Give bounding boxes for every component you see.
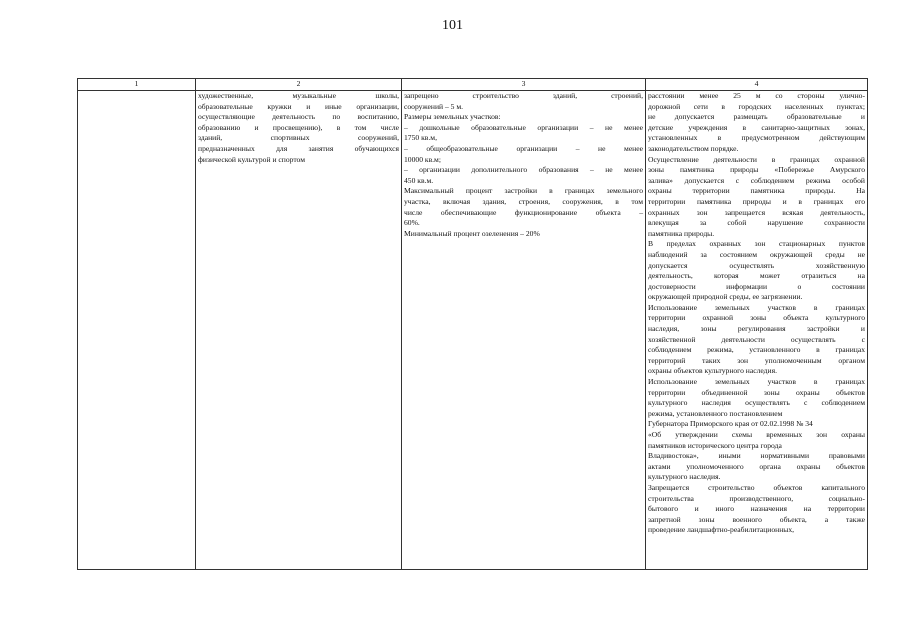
- cell-line: «Об утверждении схемы временных зон охраны: [648, 430, 865, 439]
- cell-line: – организации дополнительного образования – не менее: [404, 165, 643, 175]
- cell-line: Размеры земельных участков:: [404, 112, 501, 122]
- table-row: [78, 91, 868, 570]
- cell-line: не допускается размещать образовательные и: [648, 112, 865, 122]
- cell-line: залива» допускается с соблюдением режима особой: [648, 175, 865, 185]
- cell-line: Использование земельных участков в границах: [648, 377, 865, 387]
- cell-line: 1750 кв.м,: [404, 133, 437, 143]
- cell-line: 450 кв.м.: [404, 175, 434, 185]
- cell-line: числе обеспечивающие функционирование объекта –: [404, 207, 643, 217]
- cell-line: дорожной сети в городских населенных пунктах;: [648, 101, 865, 111]
- cell-line: расстоянии менее 25 м со стороны улично-: [648, 91, 865, 100]
- cell-line: Запрещается строительство объектов капитального: [648, 482, 865, 492]
- cell-line: памятников исторического центра города: [648, 440, 782, 450]
- cell-line: физической культурой и спортом: [198, 154, 306, 164]
- column-header-3: 3: [402, 79, 646, 91]
- cell-line: детские учреждения в санитарно-защитных зонах,: [648, 122, 865, 132]
- cell-line: запрещено строительство зданий, строений,: [404, 91, 643, 100]
- cell-line: В пределах охранных зон стационарных пунктов: [648, 239, 865, 249]
- cell-line: территории памятника природы и в границах его: [648, 196, 865, 206]
- cell-line: осуществляющие деятельность по воспитанию,: [198, 112, 399, 122]
- cell-line: образованию и просвещению), в том числе: [198, 122, 399, 132]
- cell-line: строительства производственного, социально-: [648, 493, 865, 503]
- cell-line: – общеобразовательные организации – не менее: [404, 143, 643, 153]
- cell-line: Осуществление деятельности в границах охранной: [648, 154, 865, 164]
- cell-col-4: [646, 91, 868, 570]
- cell-line: памятника природы.: [648, 228, 715, 238]
- cell-line: законодательством порядке.: [648, 143, 739, 153]
- cell-line: деятельность, которая может отразиться на: [648, 271, 865, 281]
- cell-line: 10000 кв.м;: [404, 154, 441, 164]
- cell-line: территорий таких зон уполномоченным органом: [648, 355, 865, 365]
- cell-line: актами уполномоченного органа охраны объектов: [648, 461, 865, 471]
- cell-line: культурного наследия осуществлять с соблюдением: [648, 398, 865, 408]
- cell-line: сооружений – 5 м.: [404, 101, 464, 111]
- cell-col-1: [78, 91, 196, 570]
- cell-line: образовательные кружки и иные организации,: [198, 101, 399, 111]
- cell-line: Губернатора Приморского края от 02.02.1998 № 34: [648, 419, 813, 429]
- cell-line: охранных зон запрещается всякая деятельность,: [648, 207, 865, 217]
- column-header-2: 2: [196, 79, 402, 91]
- cell-line: Минимальный процент озеленения – 20%: [404, 228, 540, 238]
- cell-line: влекущая за собой нарушение сохранности: [648, 218, 865, 228]
- cell-col-2: [196, 91, 402, 570]
- cell-line: участка, включая здания, строения, сооружения, в том: [404, 196, 643, 206]
- cell-line: проведение ландшафтно-реабилитационных,: [648, 525, 795, 535]
- column-header-1: 1: [78, 79, 196, 91]
- cell-line: охраны объектов культурного наследия.: [648, 366, 777, 376]
- cell-col-3: [402, 91, 646, 570]
- cell-line: охраны территории памятника природы. На: [648, 186, 865, 196]
- cell-line: соблюдением режима, установленного в границах: [648, 345, 865, 355]
- cell-line: окружающей природной среды, ее загрязнении.: [648, 292, 803, 302]
- cell-line: территории объединенной зоны охраны объектов: [648, 387, 865, 397]
- cell-line: предназначенных для занятия обучающихся: [198, 143, 399, 153]
- cell-line: Владивостока», иными нормативными правовыми: [648, 451, 865, 461]
- cell-line: зданий, спортивных сооружений,: [198, 133, 399, 143]
- cell-line: допускается осуществлять хозяйственную: [648, 260, 865, 270]
- cell-line: хозяйственной деятельности осуществлять с: [648, 334, 865, 344]
- cell-line: – дошкольные образовательные организации – не менее: [404, 122, 643, 132]
- cell-line: наблюдений за состоянием окружающей среды не: [648, 249, 865, 259]
- cell-line: художественные, музыкальные школы,: [198, 91, 399, 100]
- cell-line: территории охранной зоны объекта культурного: [648, 313, 865, 323]
- cell-line: культурного наследия.: [648, 472, 721, 482]
- cell-line: запретной зоны военного объекта, а также: [648, 514, 865, 524]
- cell-line: зоны памятника природы «Побережье Амурского: [648, 165, 865, 175]
- cell-line: Максимальный процент застройки в границах земельного: [404, 186, 643, 196]
- header-row: [78, 79, 868, 91]
- cell-line: установленных в предусмотренном действующим: [648, 133, 865, 143]
- cell-line: бытового и иного назначения на территории: [648, 504, 865, 514]
- cell-line: режима, установленного постановлением: [648, 408, 783, 418]
- cell-line: 60%.: [404, 218, 420, 228]
- cell-line: наследия, зоны регулирования застройки и: [648, 324, 865, 334]
- cell-line: Использование земельных участков в границах: [648, 302, 865, 312]
- document-table: [77, 78, 868, 570]
- column-header-4: 4: [646, 79, 868, 91]
- page-number: 101: [442, 18, 463, 33]
- cell-line: достоверности информации о состоянии: [648, 281, 865, 291]
